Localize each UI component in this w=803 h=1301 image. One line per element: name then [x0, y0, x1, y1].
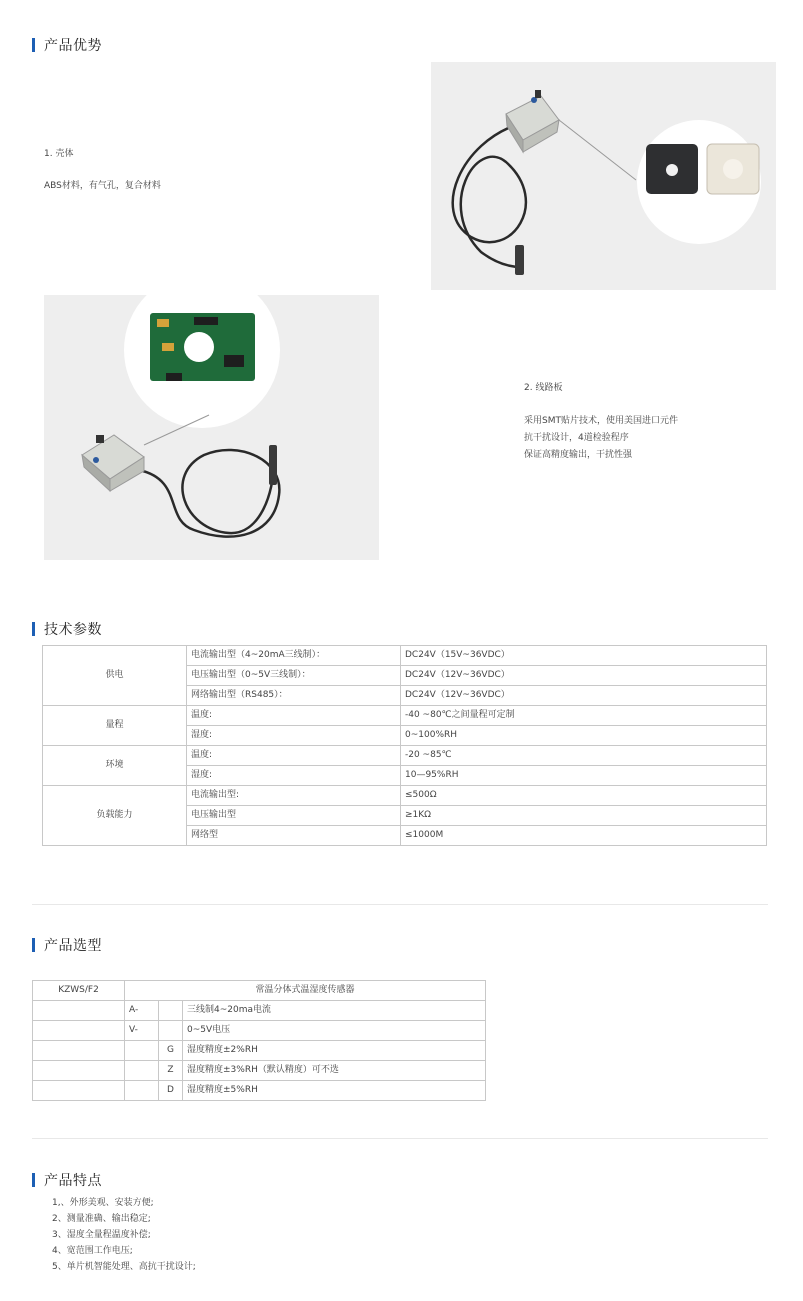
spec-label: 温度: — [187, 746, 401, 766]
feature-item: 1,、外形美观、安装方便; — [52, 1198, 154, 1208]
spec-label: 温度: — [187, 706, 401, 726]
board-line-2: 抗干扰设计，4道检验程序 — [524, 433, 629, 443]
spec-value: ≤1000M — [401, 826, 767, 846]
table-row — [43, 646, 767, 666]
spec-group-name: 量程 — [43, 706, 187, 746]
section-title-features: 产品特点 — [32, 1171, 102, 1189]
feature-item: 3、湿度全量程温度补偿; — [52, 1230, 151, 1240]
option-text: 0~5V电压 — [183, 1021, 486, 1041]
title-accent-bar — [32, 38, 35, 52]
spec-value: DC24V（12V~36VDC） — [401, 686, 767, 706]
shell-description: ABS材料，有气孔，复合材料 — [44, 181, 161, 191]
option-code: V- — [125, 1021, 159, 1041]
board-line-3: 保证高精度输出，干扰性强 — [524, 450, 633, 460]
title-accent-bar — [32, 938, 35, 952]
spec-label: 网络型 — [187, 826, 401, 846]
table-row — [33, 1001, 486, 1021]
spec-value: DC24V（12V~36VDC） — [401, 666, 767, 686]
title-accent-bar — [32, 622, 35, 636]
section-divider — [32, 904, 768, 905]
shell-heading: 1. 壳体 — [44, 149, 74, 159]
option-text: 湿度精度±2%RH — [183, 1041, 486, 1061]
table-row — [33, 1021, 486, 1041]
title-accent-bar — [32, 1173, 35, 1187]
spec-label: 电压输出型（0~5V三线制）： — [187, 666, 401, 686]
table-row — [43, 746, 767, 766]
spec-label: 湿度: — [187, 726, 401, 746]
option-subcode — [159, 1021, 183, 1041]
option-code — [125, 1061, 159, 1081]
spec-group-name: 环境 — [43, 746, 187, 786]
spec-label: 网络输出型（RS485）： — [187, 686, 401, 706]
feature-item: 4、宽范围工作电压; — [52, 1246, 133, 1256]
option-text: 湿度精度±5%RH — [183, 1081, 486, 1101]
feature-item: 2、测量准确、输出稳定; — [52, 1214, 151, 1224]
spec-label: 电流输出型: — [187, 786, 401, 806]
option-subcode: G — [159, 1041, 183, 1061]
table-row — [33, 1061, 486, 1081]
option-subcode — [159, 1001, 183, 1021]
spec-value: ≤500Ω — [401, 786, 767, 806]
model-description: 常温分体式温湿度传感器 — [125, 981, 486, 1001]
circuit-board-photo — [44, 295, 379, 560]
shell-product-photo — [431, 62, 776, 290]
option-code — [125, 1081, 159, 1101]
section-title-advantages: 产品优势 — [32, 36, 102, 54]
section-title-selection: 产品选型 — [32, 936, 102, 954]
spec-value: -20 ~85℃ — [401, 746, 767, 766]
option-code — [125, 1041, 159, 1061]
option-code: A- — [125, 1001, 159, 1021]
section-title-specs: 技术参数 — [32, 620, 102, 638]
spec-group-name: 供电 — [43, 646, 187, 706]
spec-value: 10—95%RH — [401, 766, 767, 786]
table-row — [33, 1041, 486, 1061]
spec-label: 湿度: — [187, 766, 401, 786]
spec-value: -40 ~80℃之间量程可定制 — [401, 706, 767, 726]
board-heading: 2. 线路板 — [524, 383, 563, 393]
spec-label: 电流输出型（4~20mA三线制）： — [187, 646, 401, 666]
table-row — [43, 706, 767, 726]
spec-label: 电压输出型 — [187, 806, 401, 826]
board-line-1: 采用SMT贴片技术，使用美国进口元件 — [524, 416, 678, 426]
table-row — [43, 786, 767, 806]
model-code: KZWS/F2 — [33, 981, 125, 1001]
selection-table — [32, 980, 486, 1101]
feature-item: 5、单片机智能处理、高抗干扰设计; — [52, 1262, 196, 1272]
spec-value: DC24V（15V~36VDC） — [401, 646, 767, 666]
spec-group-name: 负载能力 — [43, 786, 187, 846]
specs-table — [42, 645, 767, 846]
table-row — [33, 981, 486, 1001]
option-subcode: D — [159, 1081, 183, 1101]
option-text: 湿度精度±3%RH（默认精度）可不选 — [183, 1061, 486, 1081]
table-row — [33, 1081, 486, 1101]
option-subcode: Z — [159, 1061, 183, 1081]
spec-value: 0~100%RH — [401, 726, 767, 746]
section-divider — [32, 1138, 768, 1139]
spec-value: ≥1KΩ — [401, 806, 767, 826]
option-text: 三线制4~20ma电流 — [183, 1001, 486, 1021]
